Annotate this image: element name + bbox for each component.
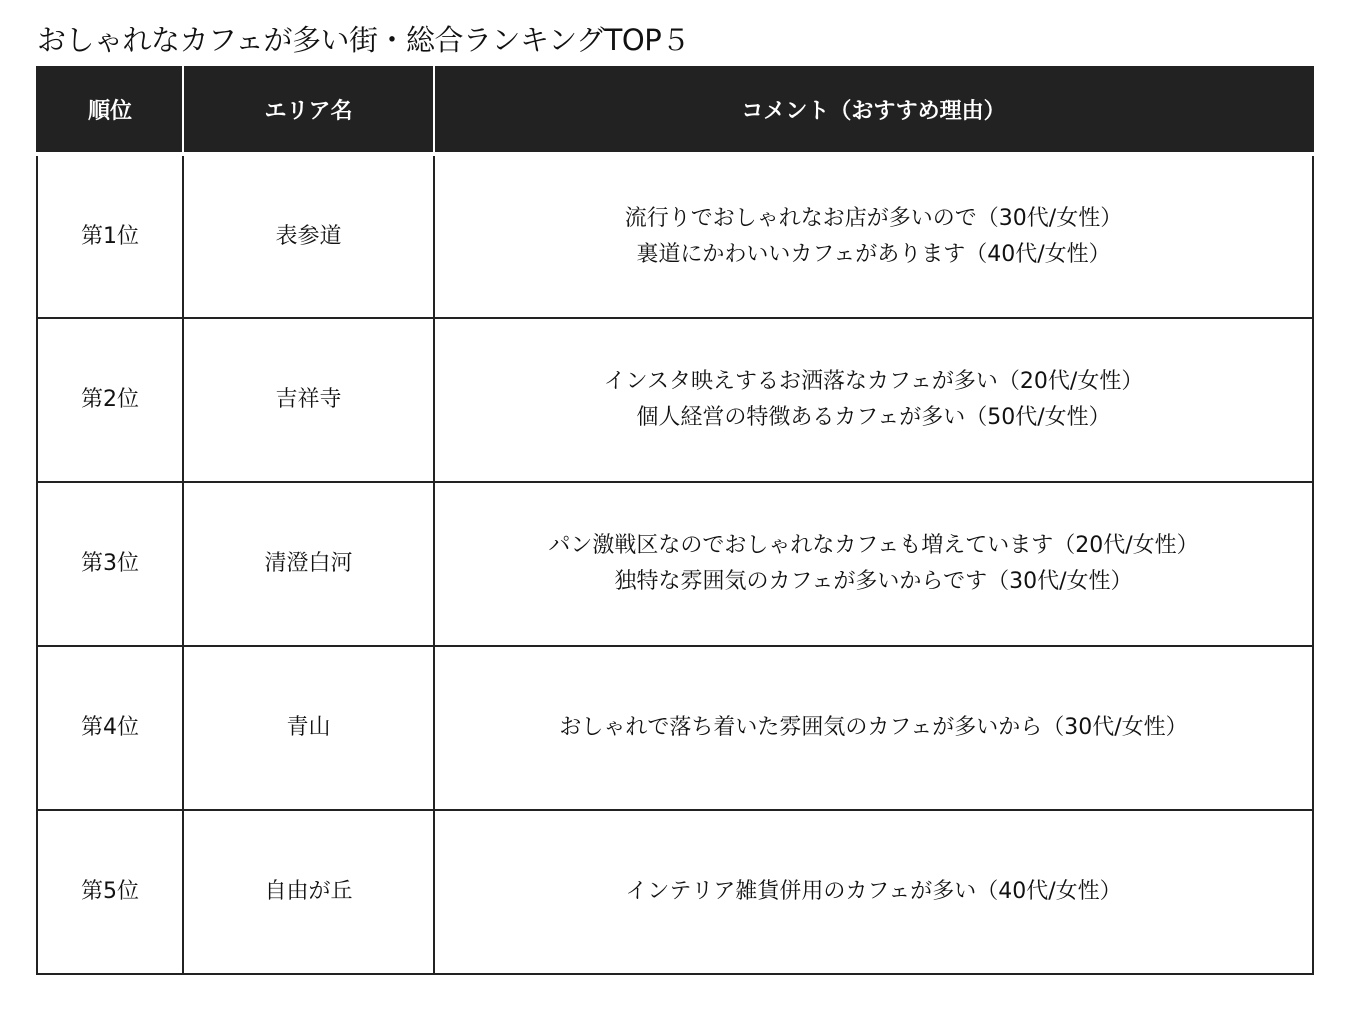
comment-line: パン激戦区なのでおしゃれなカフェも増えています（20代/女性） (548, 533, 1199, 558)
area-cell: 吉祥寺 (183, 318, 434, 482)
comment-cell (434, 154, 1313, 318)
table-row (37, 646, 1313, 810)
comment-line: おしゃれで落ち着いた雰囲気のカフェが多いから（30代/女性） (559, 715, 1188, 740)
table-row (37, 154, 1313, 318)
rank-cell: 第3位 (37, 482, 183, 646)
header-area: エリア名 (183, 66, 434, 154)
rank-cell: 第5位 (37, 810, 183, 974)
page-title: おしゃれなカフェが多い街・総合ランキングTOP５ (37, 23, 690, 57)
area-cell: 青山 (183, 646, 434, 810)
comment-line: インテリア雑貨併用のカフェが多い（40代/女性） (625, 879, 1122, 904)
comment-cell (434, 318, 1313, 482)
header-rank: 順位 (37, 66, 183, 154)
area-cell: 自由が丘 (183, 810, 434, 974)
comment-line: 裏道にかわいいカフェがあります（40代/女性） (636, 241, 1111, 267)
area-cell: 清澄白河 (183, 482, 434, 646)
ranking-table (36, 66, 1314, 975)
rank-cell: 第2位 (37, 318, 183, 482)
comment-line: 独特な雰囲気のカフェが多いからです（30代/女性） (614, 569, 1133, 594)
rank-cell: 第4位 (37, 646, 183, 810)
comment-cell (434, 810, 1313, 974)
rank-cell: 第1位 (37, 154, 183, 318)
comment-cell (434, 482, 1313, 646)
table-row (37, 810, 1313, 974)
comment-line: 流行りでおしゃれなお店が多いので（30代/女性） (624, 205, 1123, 231)
table-row (37, 318, 1313, 482)
header-comment: コメント（おすすめ理由） (434, 66, 1313, 154)
table-header-row (37, 66, 1313, 154)
table-row (37, 482, 1313, 646)
area-cell: 表参道 (183, 154, 434, 318)
comment-cell (434, 646, 1313, 810)
comment-line: 個人経営の特徴あるカフェが多い（50代/女性） (636, 405, 1111, 430)
comment-line: インスタ映えするお洒落なカフェが多い（20代/女性） (603, 369, 1144, 394)
